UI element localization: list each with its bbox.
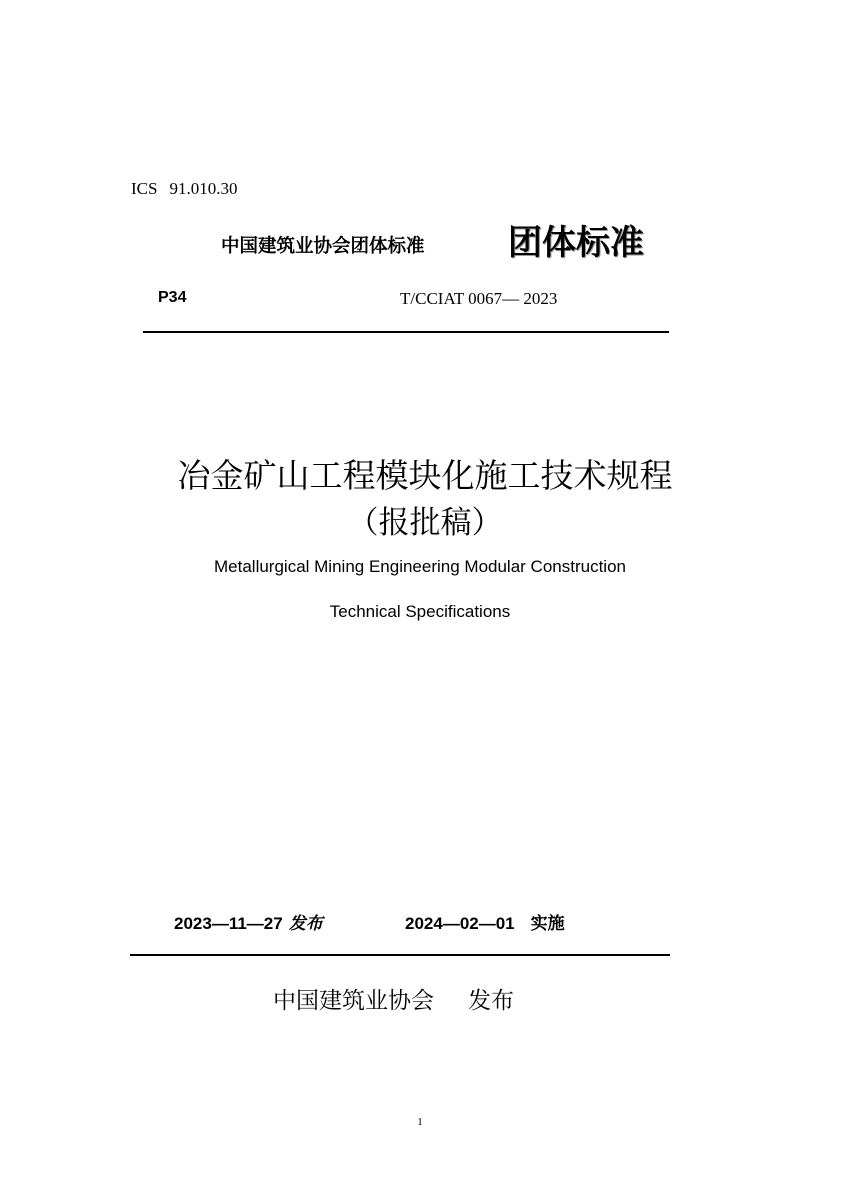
implementation-date-block — [405, 913, 565, 935]
standard-number: T/CCIAT 0067— 2023 — [400, 289, 558, 308]
publisher-line — [273, 986, 514, 1016]
organization-standard-label: 中国建筑业协会团体标准 — [221, 236, 425, 257]
english-title-line-1: Metallurgical Mining Engineering Modular Construction — [214, 557, 626, 576]
issue-date: 2023—11—27 — [174, 914, 283, 933]
ics-line — [131, 178, 237, 200]
document-status: （报批稿） — [347, 505, 503, 541]
publish-label: 发布 — [468, 988, 514, 1014]
implementation-date: 2024—02—01 — [405, 914, 515, 933]
page-number: 1 — [417, 1116, 423, 1128]
classification-code: P34 — [158, 289, 187, 306]
bottom-divider — [130, 954, 670, 956]
document-title: 冶金矿山工程模块化施工技术规程 — [177, 456, 673, 495]
top-divider — [143, 331, 669, 333]
standard-type-heading: 团体标准 — [508, 223, 644, 263]
issue-label: 发布 — [288, 914, 323, 934]
issue-date-block — [174, 913, 323, 935]
implementation-label: 实施 — [530, 914, 565, 934]
ics-code: 91.010.30 — [169, 179, 238, 198]
english-title-line-2: Technical Specifications — [329, 602, 511, 621]
ics-label: ICS — [131, 179, 158, 198]
publisher-name: 中国建筑业协会 — [273, 988, 434, 1014]
